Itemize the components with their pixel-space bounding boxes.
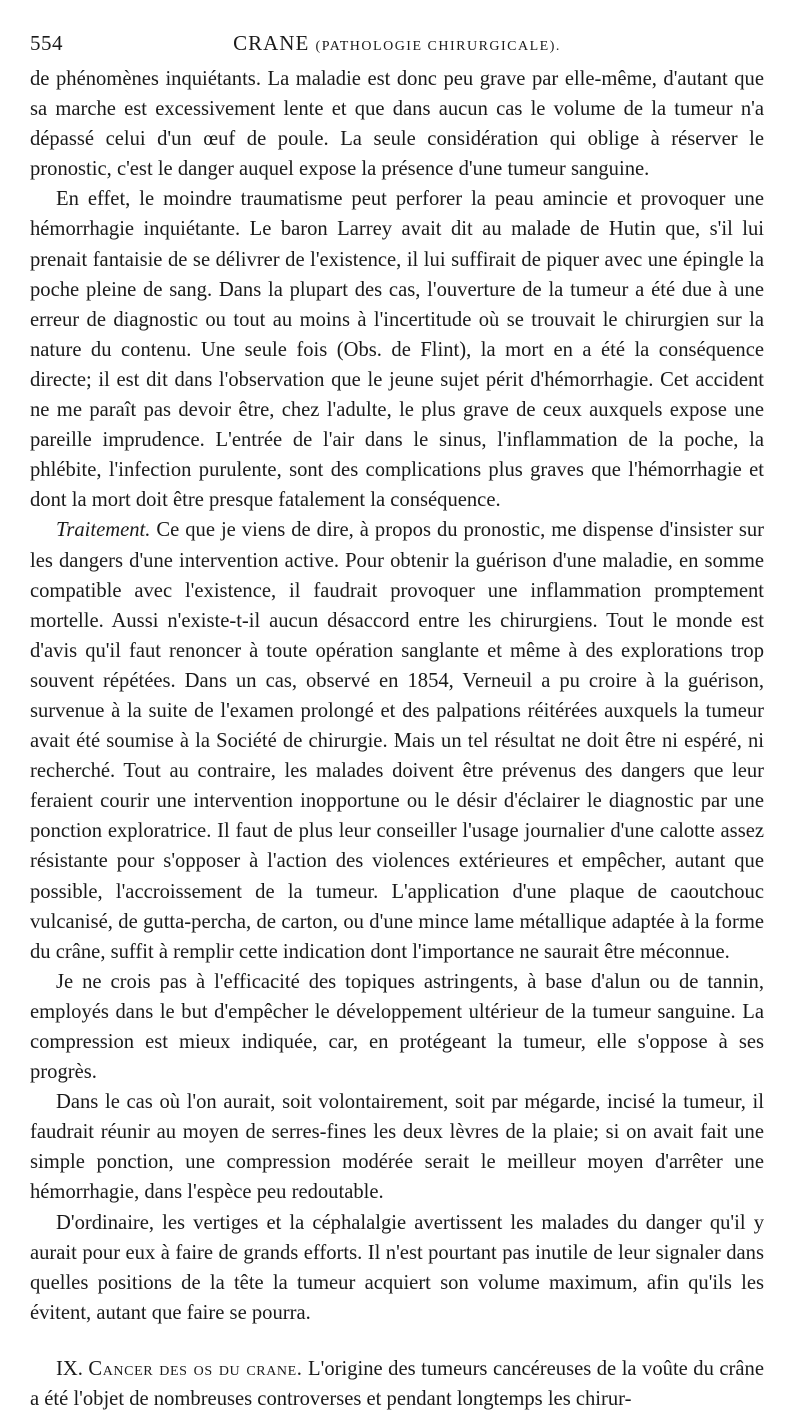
section-heading: Cancer des os du crane. [88, 1357, 303, 1380]
section-number: IX. [56, 1357, 83, 1380]
paragraph-continuation: de phénomènes inquiétants. La maladie est donc peu grave par elle-même, d'autant que sa marche est excessivement lente et que dans aucun cas le volume de la tumeur n'a dépassé celui d'un œuf de poule. La seule considération qui oblige à réserver le pronostic, c'est le danger auquel expose la présence d'une tumeur sanguine. [30, 68, 764, 181]
paragraph-pronostic: En effet, le moindre traumatisme peut perforer la peau amincie et provoquer une hémorrhagie inquiétante. Le baron Larrey avait dit au malade de Hutin que, s'il lui prenait fantaisie de se délivrer de l'existence, il lui suffirait de piquer avec une épingle la poche pleine de sang. Dans la plupart des cas, l'ouverture de la tumeur a été due à une erreur de diagnostic ou tout au moins à l'incertitude où se trouvait le chirurgien sur la nature du contenu. Une seule fois (Obs. de Flint), la mort en a été la conséquence directe; il est dit dans l'observation que le jeune sujet périt d'hémorrhagie. Cet accident ne me paraît pas devoir être, chez l'adulte, le plus grave de ceux auxquels expose une pareille imprudence. L'entrée de l'air dans le sinus, l'inflammation de la poche, la phlébite, l'infection purulente, sont des complications plus graves que l'hémorrhagie et dont la mort doit être presque fatalement la conséquence. [30, 188, 764, 512]
paragraph-traitement [30, 515, 764, 966]
section-body: L'origine des tumeurs cancéreuses de la voûte du crâne a été l'objet de nombreuses controverses et pendant longtemps les chirur- [30, 1357, 764, 1411]
paragraph-vertiges: D'ordinaire, les vertiges et la céphalalgie avertissent les malades du danger qu'il y aurait pour eux à faire de grands efforts. Il n'est pourtant pas inutile de leur signaler dans quelles positions de la tête la tumeur acquiert son volume maximum, afin qu'ils les évitent, autant que faire se pourra. [30, 1211, 764, 1324]
section-cancer [30, 1354, 764, 1414]
running-head-subtitle: (PATHOLOGIE CHIRURGICALE). [315, 39, 561, 54]
paragraph-traitement-body: Ce que je viens de dire, à propos du pronostic, me dispense d'insister sur les dangers d'une intervention active. Pour obtenir la guérison d'une maladie, en somme compatible avec l'existence, il faudrait provoquer une inflammation promptement mortelle. Aussi n'existe-t-il aucun désaccord entre les chirurgiens. Tout le monde est d'avis qu'il faut renoncer à toute opération sanglante et même à des explorations trop souvent répétées. Dans un cas, observé en 1854, Verneuil a pu croire à la guérison, survenue à la suite de l'examen prolongé et des palpations réitérées auxquels la tumeur avait été soumise à la Société de chirurgie. Mais un tel résultat ne doit être ni espéré, ni recherché. Tout au contraire, les malades doivent être prévenus des dangers que leur feraient courir une intervention inopportune ou le désir d'éclairer le diagnostic par une ponction exploratrice. Il faut de plus leur conseiller l'usage journalier d'une calotte assez résistante pour s'opposer à l'action des violences extérieures et empêcher, autant que possible, l'accroissement de la tumeur. L'application d'une plaque de caoutchouc vulcanisé, de gutta-percha, de carton, ou d'une mince lame métallique adaptée à la forme du crâne, suffit à remplir cette indication dont l'importance ne saurait être méconnue. [30, 519, 764, 963]
paragraph-incision: Dans le cas où l'on aurait, soit volontairement, soit par mégarde, incisé la tumeur, il faudrait réunir au moyen de serres-fines les deux lèvres de la plaie; si on avait fait une simple ponction, une compression modérée serait le meilleur moyen d'arrêter une hémorrhagie, dans l'espèce peu redoutable. [30, 1091, 764, 1204]
page-header [30, 28, 764, 58]
paragraph-topiques: Je ne crois pas à l'efficacité des topiques astringents, à base d'alun ou de tannin, employés dans le but d'empêcher le développement ultérieur de la tumeur sanguine. La compression est mieux indiquée, car, en protégeant la tumeur, elle s'oppose à ses progrès. [30, 970, 764, 1084]
running-head [30, 28, 764, 62]
page-number: 554 [30, 31, 63, 55]
section-spacer [30, 1328, 764, 1354]
paragraph-lead-traitement: Traitement. [56, 519, 151, 542]
running-head-title: CRANE [233, 31, 310, 55]
